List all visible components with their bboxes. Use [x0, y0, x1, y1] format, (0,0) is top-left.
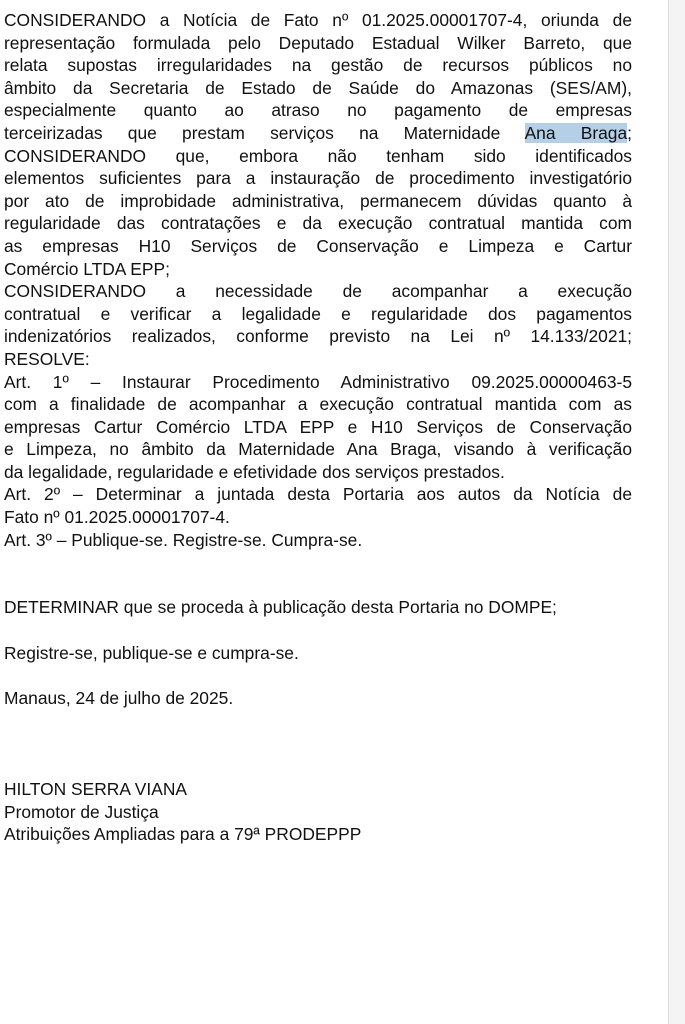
text-line: Art. 1º – Instaurar Procedimento Administrativo 09.2025.00000463-5: [4, 371, 632, 392]
page-edge: [668, 0, 685, 1024]
spacer: [4, 619, 632, 642]
text-line: por ato de improbidade administrativa, permanecem dúvidas quanto à: [4, 190, 632, 211]
resolve-heading: RESOLVE:: [4, 348, 90, 369]
text-line: Fato nº 01.2025.00001707-4.: [4, 507, 230, 528]
text-line: relata supostas irregularidades na gestão de recursos públicos no: [4, 55, 632, 76]
article-2: [4, 483, 632, 528]
document-body: [4, 9, 632, 846]
spacer: [4, 664, 632, 687]
spacer: [4, 710, 632, 778]
text-segment: terceirizadas que prestam serviços na Maternidade: [4, 122, 525, 143]
signer-assignment: Atribuições Ampliadas para a 79ª PRODEPPP: [4, 824, 362, 845]
text-line: representação formulada pelo Deputado Estadual Wilker Barreto, que: [4, 32, 632, 53]
local-and-date: Manaus, 24 de julho de 2025.: [4, 688, 234, 709]
text-line: Comércio LTDA EPP;: [4, 258, 170, 279]
determinar-paragraph: DETERMINAR que se proceda à publicação desta Portaria no DOMPE;: [4, 597, 557, 618]
text-line: CONSIDERANDO a necessidade de acompanhar a execução: [4, 281, 632, 302]
text-segment: ;: [627, 122, 632, 143]
spacer: [4, 551, 632, 596]
signer-role: Promotor de Justiça: [4, 801, 159, 822]
registre-paragraph: Registre-se, publique-se e cumpra-se.: [4, 642, 299, 663]
text-line-with-selection: [4, 122, 632, 145]
text-line: CONSIDERANDO que, embora não tenham sido identificados: [4, 145, 632, 166]
article-1: [4, 371, 632, 484]
text-line: com a finalidade de acompanhar a execução contratual mantida com as: [4, 394, 632, 415]
text-line: contratual e verificar a legalidade e regularidade dos pagamentos: [4, 303, 632, 324]
text-line: e Limpeza, no âmbito da Maternidade Ana Braga, visando à verificação: [4, 439, 632, 460]
text-line: empresas Cartur Comércio LTDA EPP e H10 Serviços de Conservação: [4, 416, 632, 437]
text-line: regularidade das contratações e da execução contratual mantida com: [4, 213, 632, 234]
paragraph-considerando-3: [4, 280, 632, 348]
text-line: elementos suficientes para a instauração de procedimento investigatório: [4, 168, 632, 189]
paragraph-considerando-1: [4, 9, 632, 145]
text-line: especialmente quanto ao atraso no pagamento de empresas: [4, 100, 632, 121]
article-3: Art. 3º – Publique-se. Registre-se. Cumpra-se.: [4, 529, 363, 550]
text-line: Art. 2º – Determinar a juntada desta Portaria aos autos da Notícia de: [4, 484, 632, 505]
signer-name: HILTON SERRA VIANA: [4, 779, 187, 800]
paragraph-considerando-2: [4, 145, 632, 281]
text-line: as empresas H10 Serviços de Conservação e Limpeza e Cartur: [4, 235, 632, 256]
text-line: CONSIDERANDO a Notícia de Fato nº 01.2025.00001707-4, oriunda de: [4, 10, 632, 30]
text-line: da legalidade, regularidade e efetividade dos serviços prestados.: [4, 461, 505, 482]
signature-block: [4, 778, 632, 846]
selected-text-highlight[interactable]: Ana Braga: [524, 122, 628, 143]
text-line: âmbito da Secretaria de Estado de Saúde do Amazonas (SES/AM),: [4, 77, 632, 98]
text-line: indenizatórios realizados, conforme previsto na Lei nº 14.133/2021;: [4, 326, 632, 347]
